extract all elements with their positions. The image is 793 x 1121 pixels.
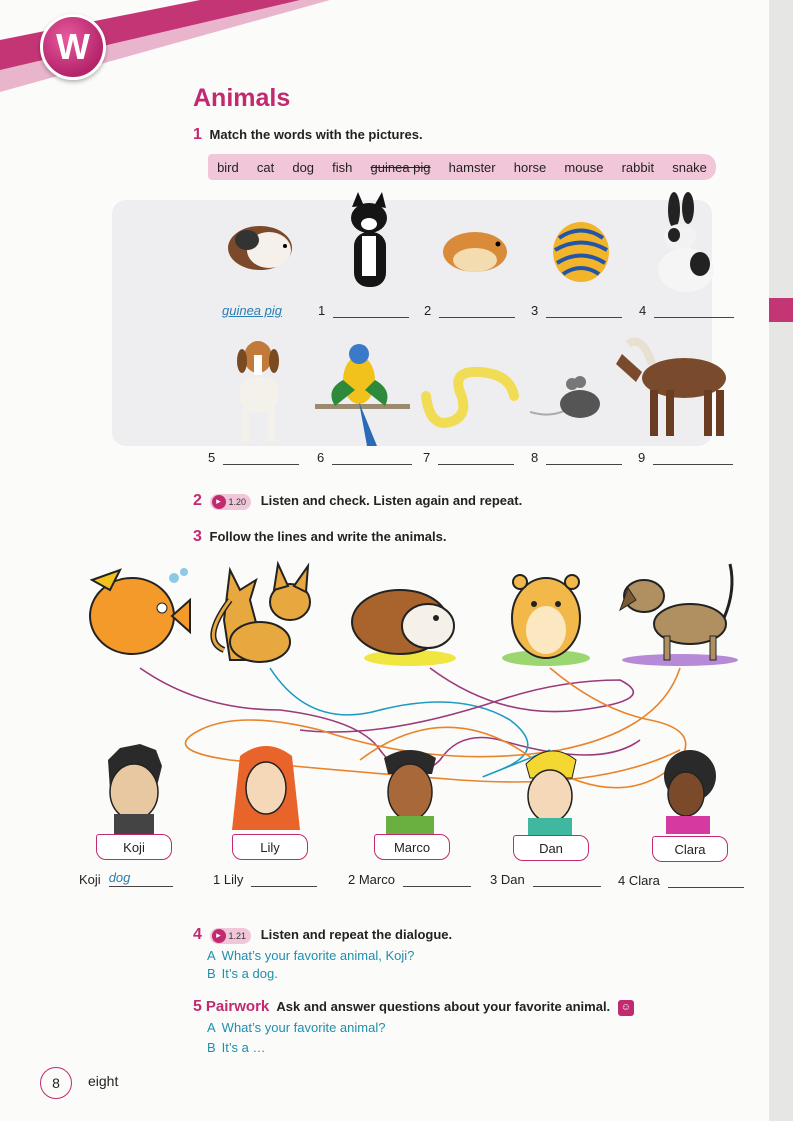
exercise-5-instruction: [193, 998, 634, 1016]
cat-photo: [342, 192, 398, 297]
section-tab: [769, 298, 793, 322]
speaker-label: A: [207, 948, 216, 963]
answer-9: [638, 450, 733, 465]
answer-label: 6: [317, 450, 325, 465]
exercise-1-number: 1: [193, 126, 202, 143]
answer-blank[interactable]: [653, 450, 733, 465]
fish-photo: [545, 218, 617, 288]
answer-blank[interactable]: [251, 872, 317, 887]
cartoon-cat: [213, 564, 310, 662]
pairwork-heading: Pairwork: [205, 998, 270, 1015]
answer-label: 7: [423, 450, 431, 465]
speaker-icon: ▸: [212, 929, 226, 943]
answer-label: Koji: [79, 872, 101, 887]
word-snake: snake: [672, 159, 707, 175]
cartoon-fish: [90, 568, 190, 654]
page-edge: [769, 0, 793, 1121]
exercise-3-number: 3: [193, 528, 202, 545]
answer-label: 5: [208, 450, 216, 465]
speaker-icon: ▸: [212, 495, 226, 509]
kid-clara: [664, 750, 716, 834]
dialogue-text: What’s your favorite animal?: [221, 1020, 386, 1035]
exercise-5-number: 5: [193, 998, 202, 1015]
word-dog: dog: [292, 159, 315, 175]
answer-label: 4: [639, 303, 647, 318]
horse-photo: [612, 334, 736, 440]
rabbit-photo: [650, 192, 720, 297]
word-guinea-pig: guinea pig: [370, 159, 431, 175]
exercise-4-number: 4: [193, 926, 202, 943]
word-cat: cat: [256, 159, 275, 175]
answer-label: 8: [531, 450, 539, 465]
answer-6: [317, 450, 412, 465]
audio-track-button[interactable]: [210, 928, 252, 944]
answer-label: 1 Lily: [213, 872, 244, 887]
word-bird: bird: [217, 159, 239, 175]
speaker-label: A: [207, 1020, 216, 1035]
answer-blank[interactable]: [654, 303, 734, 318]
exercise-3-text: Follow the lines and write the animals.: [209, 529, 447, 544]
exercise-2-text: Listen and check. Listen again and repeat.: [260, 493, 523, 508]
exercise-4-text: Listen and repeat the dialogue.: [260, 927, 453, 942]
dialogue-text: It’s a dog.: [221, 966, 278, 981]
answer-1: [318, 303, 409, 318]
answer-label: 9: [638, 450, 646, 465]
word-hamster: hamster: [448, 159, 496, 175]
name-tag-marco: Marco: [374, 834, 450, 860]
unit-badge: W: [40, 14, 106, 80]
ex3-answer-koji: [79, 872, 173, 887]
ex3-answer-2: [348, 872, 471, 887]
exercise-4-instruction: [193, 926, 452, 944]
exercise-3-instruction: [193, 528, 446, 546]
answer-8: [531, 450, 622, 465]
guinea-pig-photo: [225, 210, 295, 275]
speaker-label: B: [207, 1040, 216, 1055]
exercise-1-text: Match the words with the pictures.: [209, 127, 423, 142]
word-mouse: mouse: [564, 159, 604, 175]
page-number: 8: [40, 1067, 72, 1099]
word-box: [208, 154, 716, 180]
answer-label: 1: [318, 303, 326, 318]
answer-label: 3: [531, 303, 539, 318]
answer-label: 2 Marco: [348, 872, 395, 887]
cartoon-guinea-pig: [352, 590, 456, 666]
word-horse: horse: [513, 159, 547, 175]
answer-blank[interactable]: [332, 450, 412, 465]
follow-lines-illustration: [80, 560, 740, 860]
answer-label: 2: [424, 303, 432, 318]
dog-photo: [228, 337, 290, 445]
mouse-photo: [530, 372, 610, 424]
handwritten-answer: dog: [108, 870, 131, 885]
answer-2: [424, 303, 515, 318]
answer-blank[interactable]: [109, 872, 173, 887]
hamster-photo: [440, 222, 510, 277]
kid-marco: [384, 750, 436, 836]
kid-lily: [232, 746, 300, 830]
word-rabbit: rabbit: [621, 159, 655, 175]
name-tag-dan: Dan: [513, 835, 589, 861]
ex3-answer-1: [213, 872, 317, 887]
exercise-1-instruction: [193, 126, 423, 144]
answer-blank[interactable]: [533, 872, 601, 887]
answer-example: [222, 303, 282, 318]
pairwork-icon: ☺: [618, 1000, 634, 1016]
dialogue-text: It’s a …: [221, 1040, 266, 1055]
name-tag-lily: Lily: [232, 834, 308, 860]
answer-label: 4 Clara: [618, 873, 660, 888]
example-answer: guinea pig: [222, 303, 282, 318]
answer-4: [639, 303, 734, 318]
audio-track-button[interactable]: [210, 494, 252, 510]
track-number: 1.21: [228, 930, 247, 941]
snake-photo: [420, 362, 520, 432]
page-number-word: eight: [88, 1073, 119, 1089]
dialogue-line: [207, 966, 278, 981]
cartoon-dog: [620, 564, 738, 666]
dialogue-line: [207, 1020, 385, 1035]
dialogue-line: [207, 1040, 266, 1055]
answer-blank[interactable]: [333, 303, 409, 318]
answer-blank[interactable]: [439, 303, 515, 318]
exercise-2-instruction: [193, 492, 522, 510]
kid-koji: [108, 744, 162, 834]
answer-blank[interactable]: [403, 872, 471, 887]
dialogue-text: What’s your favorite animal, Koji?: [221, 948, 415, 963]
answer-label: 3 Dan: [490, 872, 525, 887]
answer-blank[interactable]: [546, 303, 622, 318]
cartoon-hamster: [502, 575, 590, 666]
answer-3: [531, 303, 622, 318]
name-tag-clara: Clara: [652, 836, 728, 862]
name-tag-koji: Koji: [96, 834, 172, 860]
track-number: 1.20: [228, 496, 247, 507]
answer-blank[interactable]: [546, 450, 622, 465]
ex3-answer-4: [618, 873, 744, 888]
answer-7: [423, 450, 514, 465]
answer-blank[interactable]: [438, 450, 514, 465]
word-fish: fish: [332, 159, 353, 175]
speaker-label: B: [207, 966, 216, 981]
answer-5: [208, 450, 299, 465]
dialogue-line: [207, 948, 414, 963]
answer-blank[interactable]: [223, 450, 299, 465]
exercise-5-text: Ask and answer questions about your favorite animal.: [276, 999, 611, 1014]
answer-blank[interactable]: [668, 873, 744, 888]
exercise-2-number: 2: [193, 492, 202, 509]
page-title: Animals: [193, 84, 291, 112]
ex3-answer-3: [490, 872, 601, 887]
parrot-photo: [315, 340, 410, 448]
kid-dan: [526, 751, 576, 836]
